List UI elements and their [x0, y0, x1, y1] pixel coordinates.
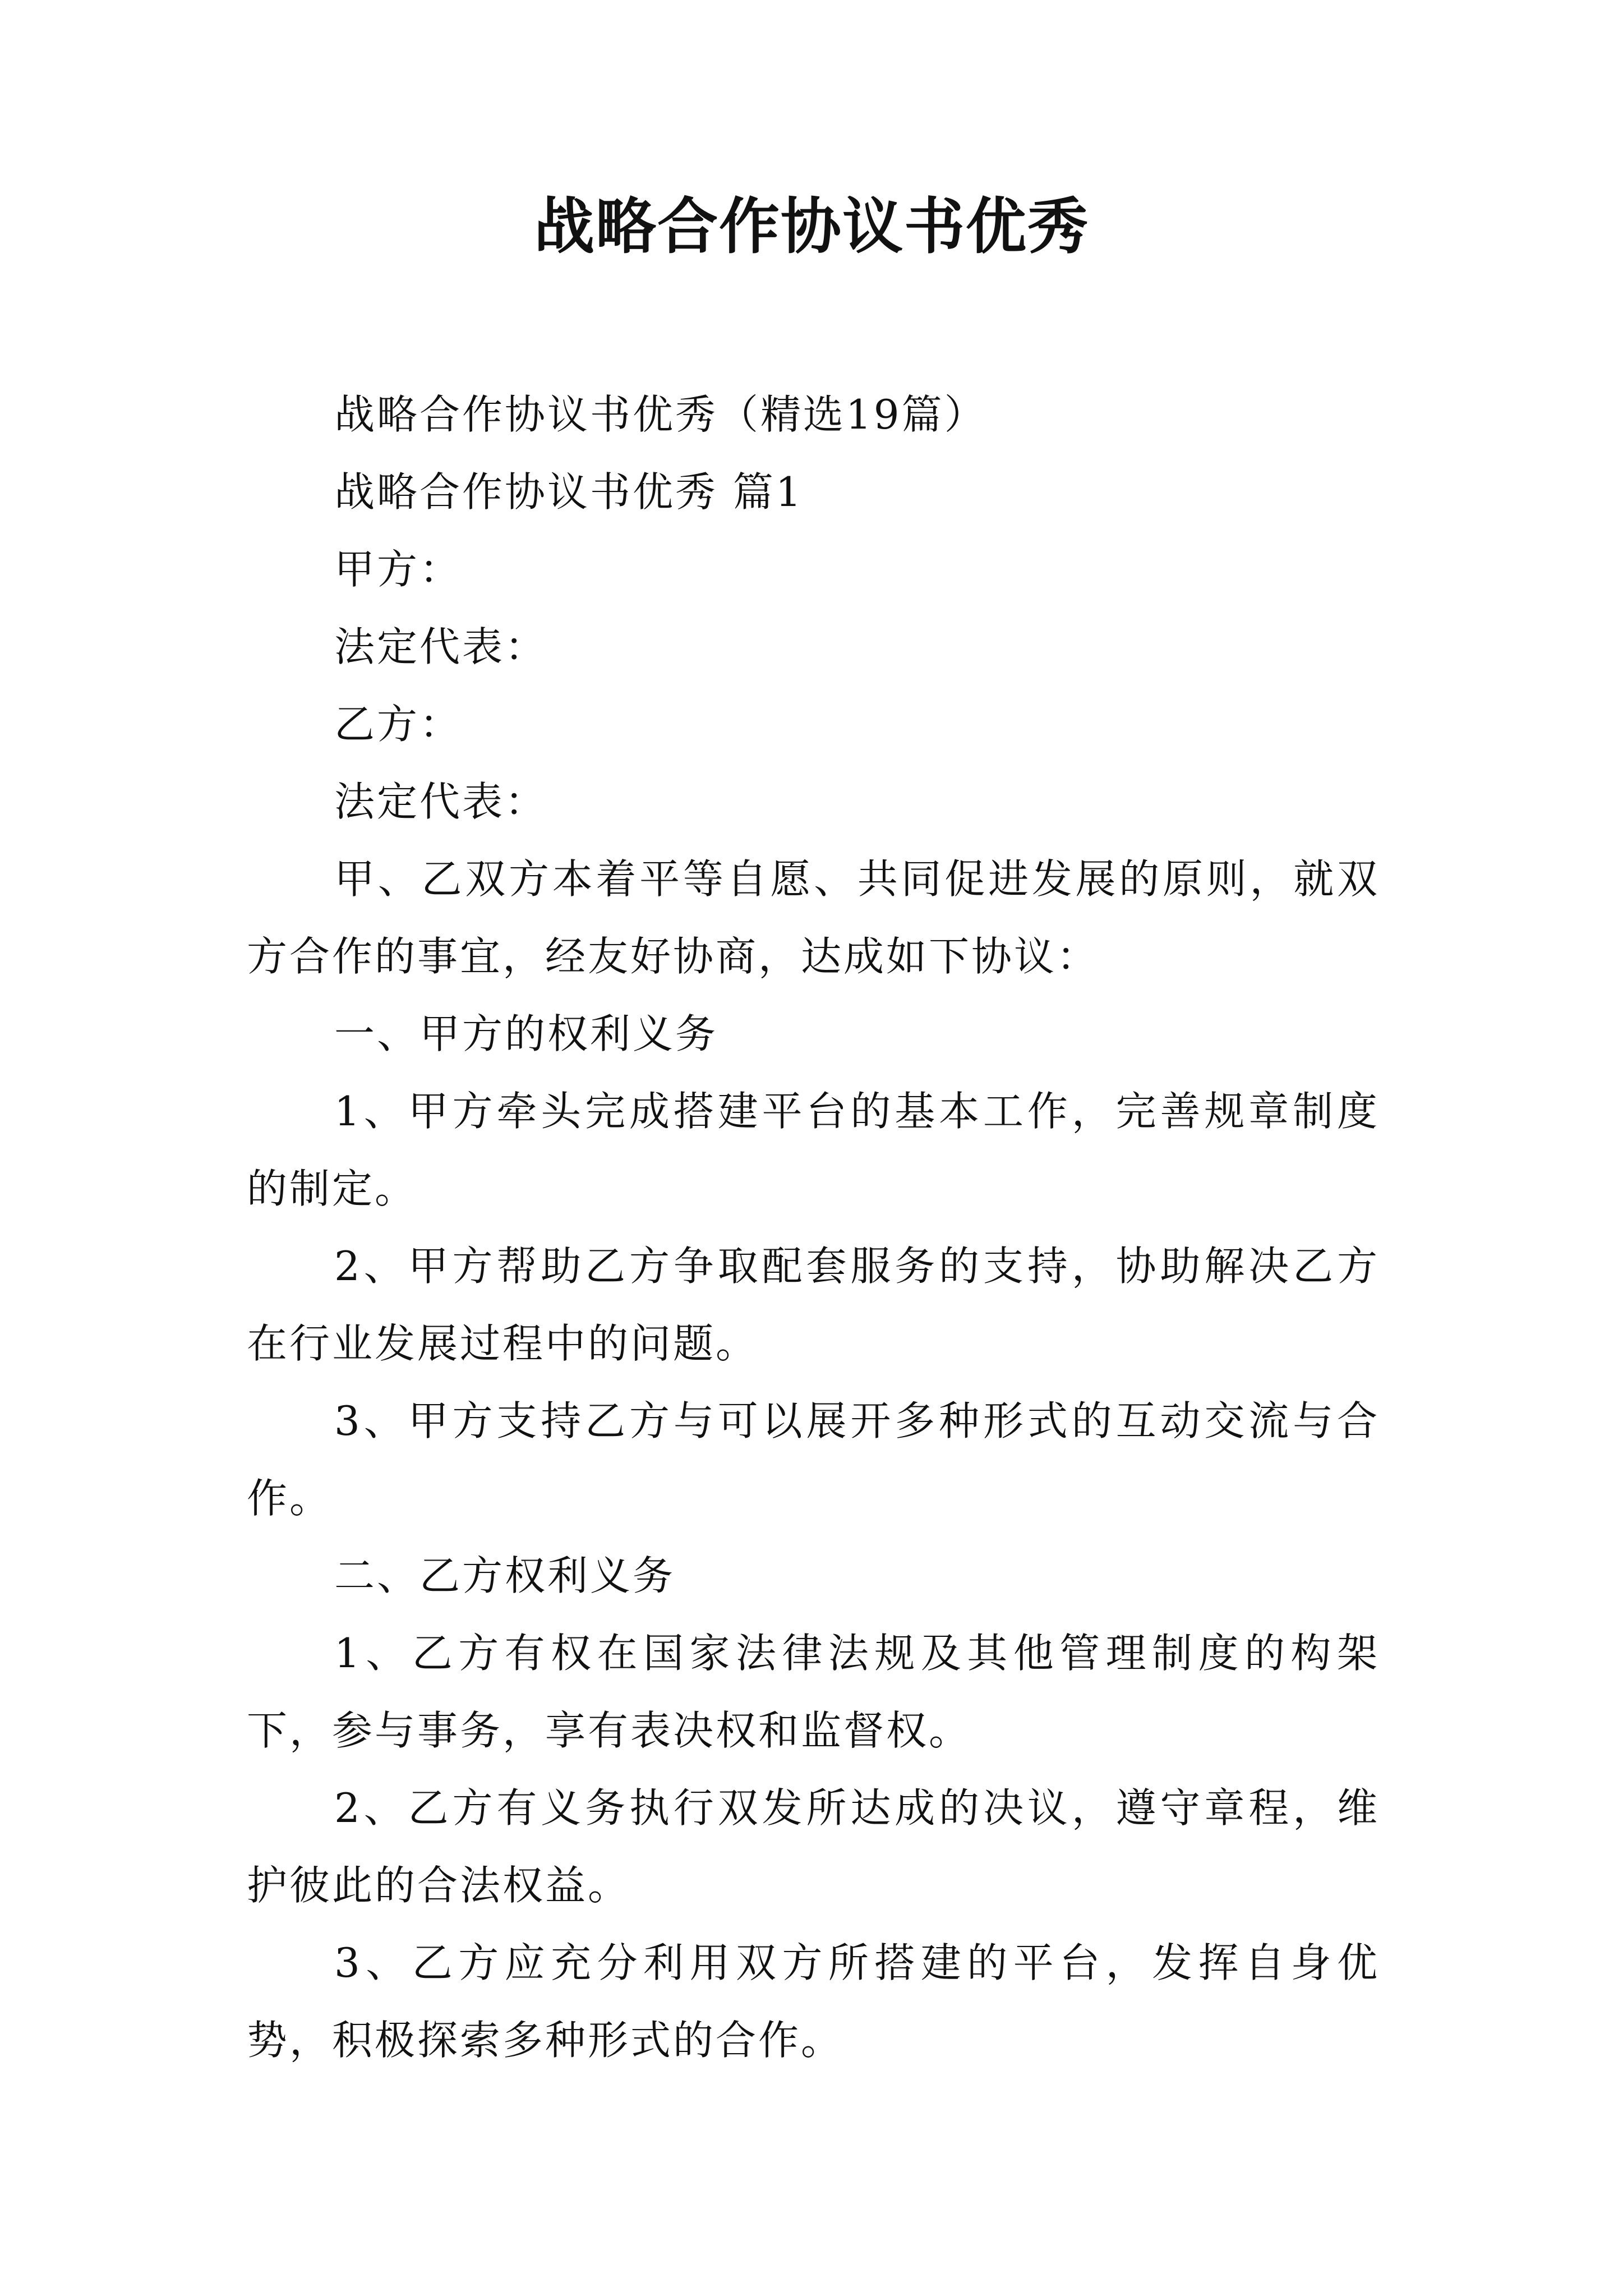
party-b-representative-line: 法定代表： [334, 778, 548, 825]
party-a-clause-3: 3、甲方支持乙方与可以展开多种形式的互动交流与合作。 [247, 1397, 1380, 1522]
party-b-clause-2: 2、乙方有义务执行双发所达成的决议，遵守章程，维护彼此的合法权益。 [247, 1784, 1380, 1909]
section-heading: 战略合作协议书优秀 篇1 [334, 468, 804, 516]
party-b-clause-1: 1、乙方有权在国家法律法规及其他管理制度的构架下，参与事务，享有表决权和监督权。 [247, 1630, 1380, 1754]
party-b-line: 乙方： [334, 701, 463, 748]
party-a-representative-line: 法定代表： [334, 623, 548, 670]
intro-paragraph: 甲、乙双方本着平等自愿、共同促进发展的原则，就双方合作的事宜，经友好协商，达成如下协议： [247, 855, 1380, 980]
document-title: 战略合作协议书优秀 [533, 191, 1089, 262]
party-a-clause-1: 1、甲方牵头完成搭建平台的基本工作，完善规章制度的制定。 [247, 1088, 1380, 1212]
party-a-line: 甲方： [334, 546, 463, 593]
subtitle-line: 战略合作协议书优秀（精选19篇） [334, 391, 987, 438]
party-a-clause-2: 2、甲方帮助乙方争取配套服务的支持，协助解决乙方在行业发展过程中的问题。 [247, 1243, 1380, 1367]
document-body [247, 376, 1380, 2079]
party-a-rights-heading: 一、甲方的权利义务 [334, 1010, 718, 1057]
party-b-clause-3: 3、乙方应充分利用双方所搭建的平台，发挥自身优势，积极探索多种形式的合作。 [247, 1939, 1380, 2064]
party-b-rights-heading: 二、乙方权利义务 [334, 1552, 676, 1599]
